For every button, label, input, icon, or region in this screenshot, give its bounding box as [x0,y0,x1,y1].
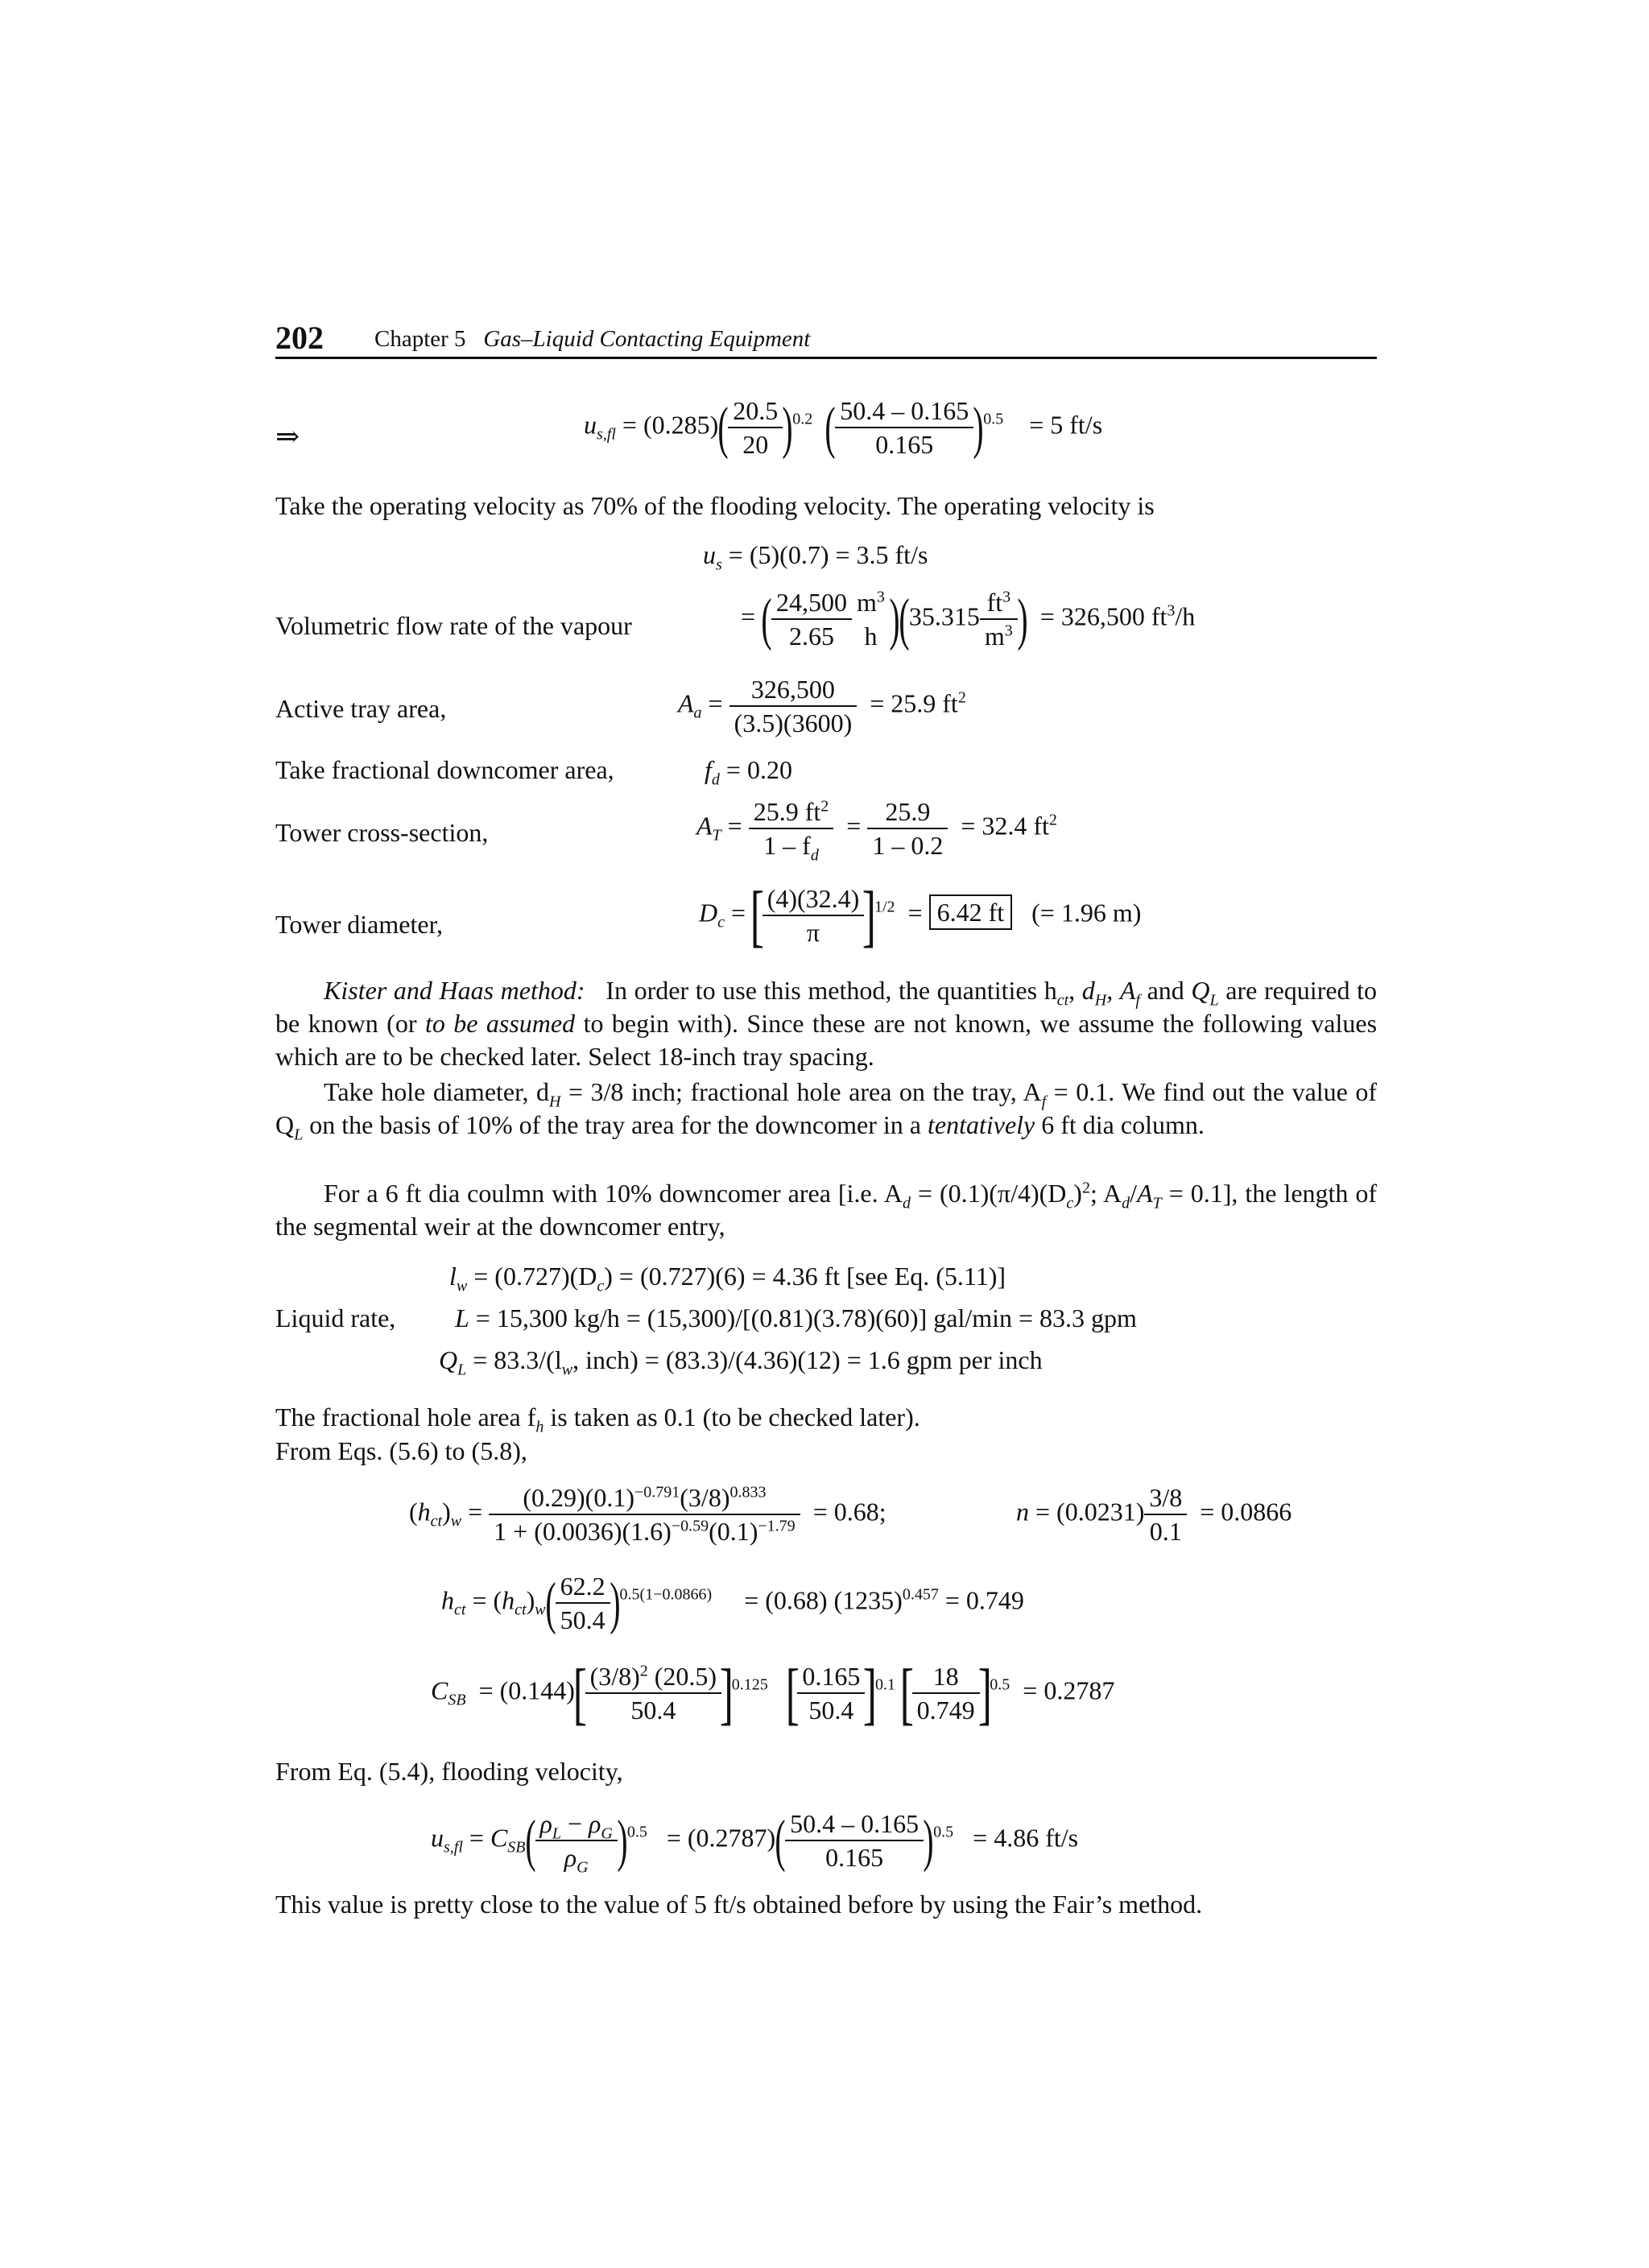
equation-active-area: $A_a$ = $\frac{326,500}{(3.5)(3600)}$ = 25.9 $ft^2$ [678,675,966,737]
equation-ql: $Q_L = 83.3/(l_w$, inch) = (83.3)/(4.36)(12) = 1.6 gpm per inch [439,1345,1043,1379]
equation-tower-cross-section: $A_T$ = $\frac{25.9 ft^2}{1 - f_d}$ = $\frac{25.9}{1 - 0.2}$ = 32.4 $ft^2$ [696,797,1057,865]
equation-usfl-fair: $u_{s,fl} = (0.285)$( $\frac{20.5}{20}$ )$^{0.2}$ ( $\frac{50.4 - 0.165}{0.165}$ )$^{0.5}$ = 5 ft/s [584,395,1103,460]
label-volumetric-flow: Volumetric flow rate of the vapour [275,611,632,640]
label-fractional-downcomer: Take fractional downcomer area, [275,755,614,784]
from-eq54-line: From Eq. (5.4), flooding velocity, [275,1757,623,1786]
fractional-hole-area-line: The fractional hole area $f_h$ is taken as 0.1 (to be checked later). [275,1403,920,1436]
equation-weir-length: $l_w = (0.727)(D_c) = (0.727)(6) = 4.36$ ft [see Eq. (5.11)] [449,1262,1006,1295]
from-eqs-line: From Eqs. (5.6) to (5.8), [275,1436,527,1465]
chapter-label [374,326,810,353]
label-tower-cross-section: Tower cross-section, [275,818,489,847]
implies-arrow: ⇒ [275,420,300,452]
equation-flooding-velocity: $u_{s,fl} = C_{SB}$( $\frac{\rho_L - \rho_G}{\rho_G}$ )$^{0.5}$ = (0.2787)( $\frac{50.4 - 0.165}{0.165}$ )$^{0.5}$ = 4.86 ft/s [431,1808,1079,1877]
chapter-title: Gas–Liquid Contacting Equipment [483,326,811,352]
header-rule [275,357,1377,359]
label-liquid-rate: Liquid rate, [275,1303,396,1332]
equation-fd: $f_d = 0.20$ [705,755,792,789]
equation-n: n = (0.0231) $\frac{3/8}{0.1}$ = 0.0866 [1016,1483,1292,1546]
operating-velocity-line: Take the operating velocity as 70% of the flooding velocity. The operating velocity is [275,491,1155,520]
label-tower-diameter: Tower diameter, [275,910,443,939]
label-active-tray-area: Active tray area, [275,694,447,723]
tower-diameter-result-box: 6.42 ft [929,894,1013,930]
equation-hct-w: $(h_{ct})_w$ = $\frac{(0.29)(0.1)^{-0.791}(3/8)^{0.833}}{1 + (0.0036)(1.6)^{-0.59}(0.1)^{-1.79}}$ = 0.68; [409,1483,886,1546]
closing-line: This value is pretty close to the value of 5 ft/s obtained before by using the Fair’s method. [275,1890,1203,1919]
hole-diameter-paragraph: Take hole diameter, $d_H = 3/8$ inch; fractional hole area on the tray, $A_f = 0.1$. We find out the value of $Q_L$ on the basis of 10% of the tray area for the downcomer in a tentatively 6 ft dia column. [275,1077,1378,1144]
kister-haas-paragraph: Kister and Haas method: In order to use this method, the quantities $h_{ct}$, $d_H$, $A_f$ and $Q_L$ are required to be known (or to be assumed to begin with). Since these are not known, we assume the following values which are to be checked later. Select 18-inch tray spacing. [275,976,1378,1071]
equation-us: $u_s = (5)(0.7) = 3.5$ ft/s [703,540,928,574]
page-number: 202 [275,320,324,356]
downcomer-paragraph: For a 6 ft dia coulmn with 10% downcomer area [i.e. $A_d = (0.1)(\pi/4)(D_c)^2$; $A_d/A_T = 0.1$], the length of the segmental weir at the downcomer entry, [275,1179,1378,1241]
equation-liquid-rate: L = 15,300 kg/h = (15,300)/[(0.81)(3.78)(60)] gal/min = 83.3 gpm [455,1303,1137,1332]
equation-volumetric-flow: = ( $\frac{24,500}{2.65}$ $m^3$ h )(35.315 $\frac{ft^3}{m^3}$ ) = 326,500 $ft^3/h$ [741,587,1196,651]
chapter-number: Chapter 5 [374,326,466,352]
equation-hct: $h_{ct} = (h_{ct})_w$( $\frac{62.2}{50.4}$ )$^{0.5(1-0.0866)}$ = (0.68) $(1235)^{0.457} = 0.749$ [441,1571,1024,1635]
equation-tower-diameter: $D_c$ = [ $\frac{(4)(32.4)}{\pi}$ ]$^{1/2}$ = 6.42 ft (= 1.96 m) [699,877,1142,954]
equation-csb: $C_{SB} = (0.144)$[ $\frac{(3/8)^2 (20.5)}{50.4}$ ]$^{0.125}$ [ $\frac{0.165}{50.4}$ ]$^{0.1}$ [ $\frac{18}{0.749}$ ]$^{0.5}$ = 0.2787 [431,1655,1115,1732]
